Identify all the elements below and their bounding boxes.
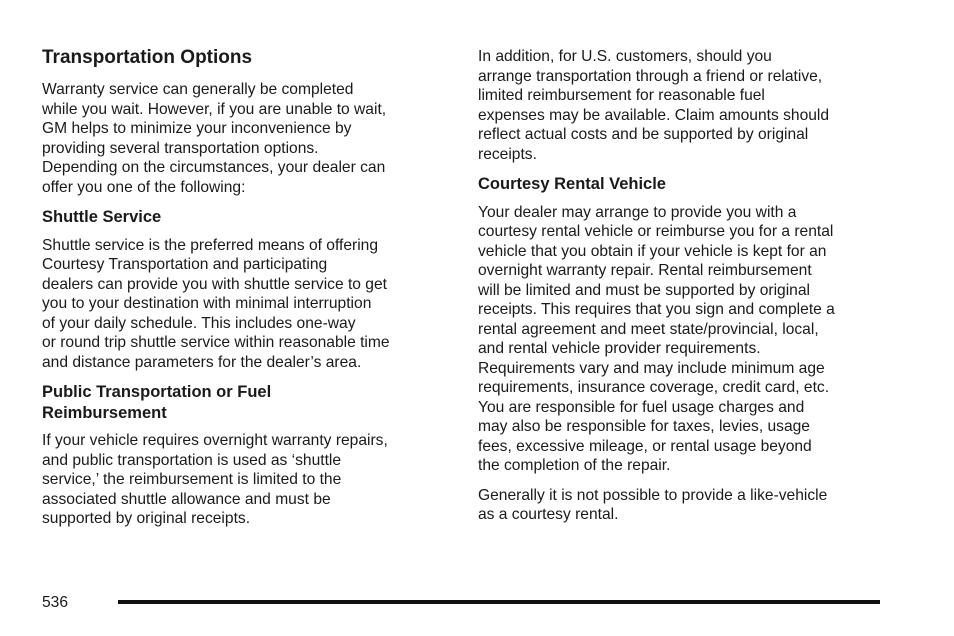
text-line: In addition, for U.S. customers, should you <box>478 48 772 65</box>
text-line: and distance parameters for the dealer’s area. <box>42 353 362 371</box>
text-line: You are responsible for fuel usage charges and <box>478 398 805 416</box>
text-line: fees, excessive mileage, or rental usage beyond <box>478 437 812 455</box>
heading-line: Public Transportation or Fuel <box>42 383 272 401</box>
text-line: dealers can provide you with shuttle service to get <box>42 275 387 293</box>
right-column <box>478 47 888 535</box>
heading-line: Reimbursement <box>42 403 167 422</box>
text-line: receipts. <box>478 145 537 163</box>
text-line: courtesy rental vehicle or reimburse you for a rental <box>478 223 834 240</box>
text-line: overnight warranty repair. Rental reimbursement <box>478 262 812 279</box>
page-number: 536 <box>42 594 69 611</box>
text-line: while you wait. However, if you are unable to wait, <box>42 100 387 118</box>
shuttle-heading: Shuttle Service <box>42 208 162 226</box>
text-line: If your vehicle requires overnight warranty repairs, <box>42 432 388 449</box>
text-line: will be limited and must be supported by original <box>478 281 810 299</box>
text-line: of your daily schedule. This includes one-way <box>42 314 356 332</box>
public-transport-heading <box>42 382 447 423</box>
text-line: rental agreement and meet state/provincial, local, <box>478 320 819 338</box>
shuttle-paragraph <box>42 236 447 373</box>
text-line: limited reimbursement for reasonable fuel <box>478 87 765 104</box>
text-line: may also be responsible for taxes, levies, usage <box>478 418 810 435</box>
text-line: and rental vehicle provider requirements. <box>478 340 761 357</box>
text-line: providing several transportation options. <box>42 139 319 157</box>
text-line: supported by original receipts. <box>42 510 251 527</box>
text-line: vehicle that you obtain if your vehicle is kept for an <box>478 242 827 260</box>
text-line: requirements, insurance coverage, credit card, etc. <box>478 379 830 396</box>
text-line: Depending on the circumstances, your dealer can <box>42 159 386 176</box>
text-line: expenses may be available. Claim amounts should <box>478 106 830 124</box>
text-line: Courtesy Transportation and participating <box>42 256 328 273</box>
text-line: receipts. This requires that you sign and complete a <box>478 301 835 318</box>
text-line: the completion of the repair. <box>478 457 671 474</box>
text-line: Warranty service can generally be completed <box>42 81 354 98</box>
text-line: Shuttle service is the preferred means of offering <box>42 236 379 254</box>
text-line: Generally it is not possible to provide a like-vehicle <box>478 486 828 504</box>
text-line: you to your destination with minimal interruption <box>42 295 372 312</box>
text-line: as a courtesy rental. <box>478 506 619 523</box>
rental-paragraph <box>478 203 888 476</box>
text-line: arrange transportation through a friend or relative, <box>478 67 823 85</box>
intro-paragraph <box>42 80 447 197</box>
footer-rule <box>118 600 880 604</box>
text-line: reflect actual costs and be supported by original <box>478 126 809 143</box>
left-column <box>42 46 447 539</box>
text-line: GM helps to minimize your inconvenience by <box>42 120 352 137</box>
text-line: or round trip shuttle service within reasonable time <box>42 334 390 351</box>
text-line: service,’ the reimbursement is limited to the <box>42 471 342 488</box>
fuel-reimbursement-paragraph <box>478 47 888 164</box>
text-line: and public transportation is used as ‘shuttle <box>42 451 342 469</box>
closing-paragraph <box>478 486 888 525</box>
section-title: Transportation Options <box>42 47 253 68</box>
text-line: associated shuttle allowance and must be <box>42 490 331 508</box>
text-line: Requirements vary and may include minimum age <box>478 359 825 377</box>
rental-heading: Courtesy Rental Vehicle <box>478 175 666 193</box>
text-line: Your dealer may arrange to provide you with a <box>478 203 797 221</box>
text-line: offer you one of the following: <box>42 178 246 196</box>
public-transport-paragraph <box>42 431 447 529</box>
